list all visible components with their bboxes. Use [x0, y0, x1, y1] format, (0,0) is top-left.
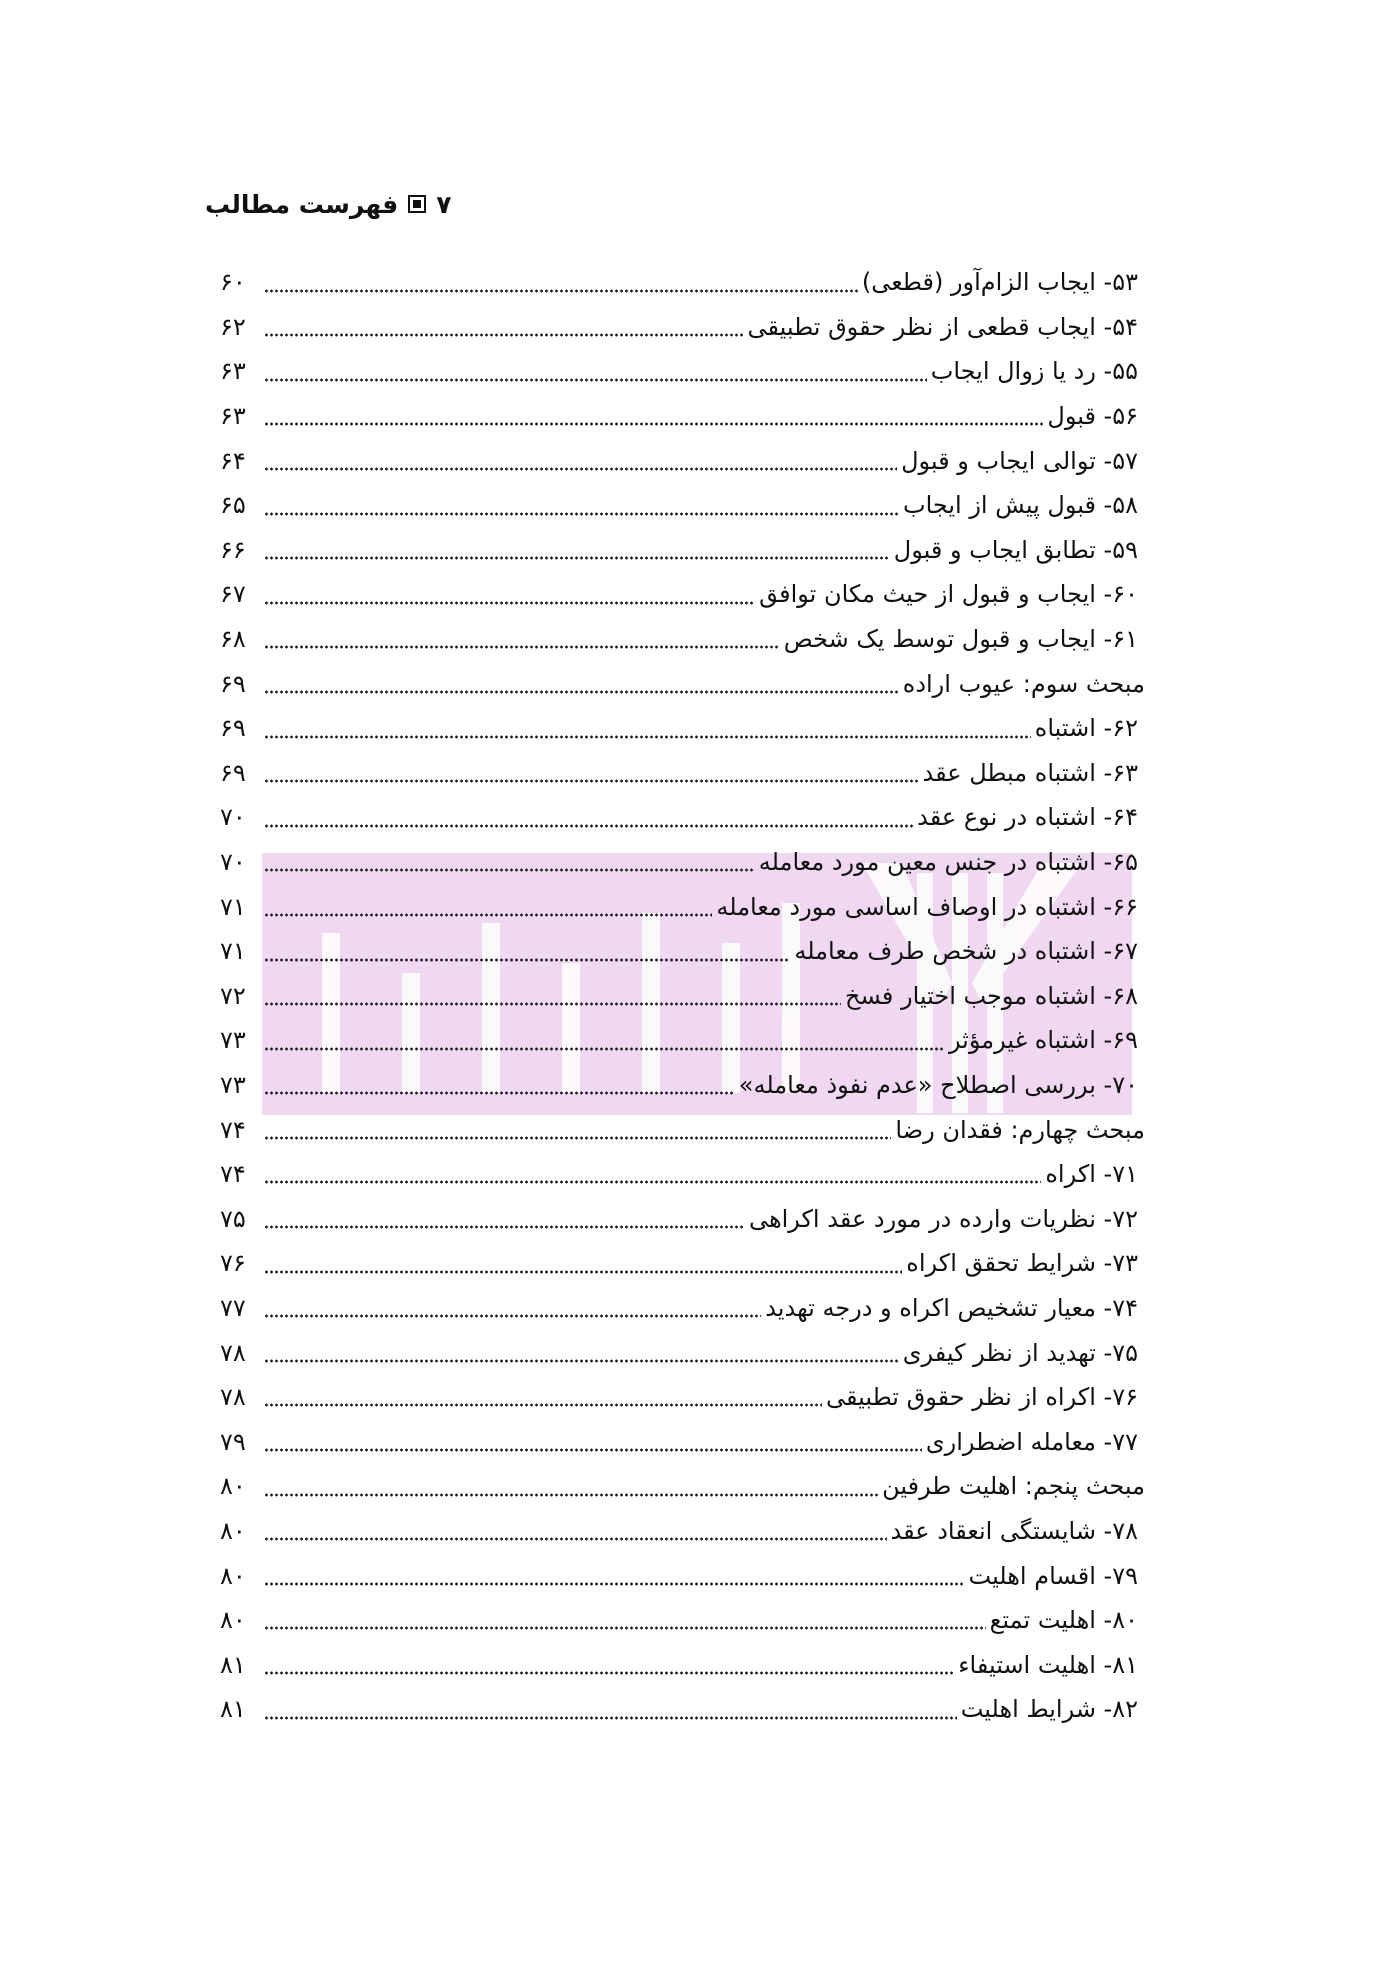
toc-page-number: ۷۳ [220, 1070, 246, 1099]
toc-page-number: ۶۵ [220, 491, 246, 520]
page-header [205, 184, 452, 224]
dot-leader [264, 1671, 954, 1675]
toc-page-number: ۸۰ [220, 1472, 246, 1501]
toc-row [220, 1018, 1145, 1063]
dot-leader [264, 1359, 899, 1363]
toc-row [220, 1375, 1145, 1420]
header-page-number: ۷ [436, 189, 452, 219]
toc-page-number: ۷۸ [220, 1383, 246, 1412]
toc-row [220, 706, 1145, 751]
toc-page-number: ۷۶ [220, 1249, 246, 1278]
toc-row [220, 974, 1145, 1019]
toc-row [220, 1241, 1145, 1286]
toc-entry-title: ۶۸- اشتباه موجب اختیار فسخ [844, 981, 1138, 1010]
toc-page-number: ۷۵ [220, 1204, 246, 1233]
dot-leader [264, 1448, 922, 1452]
toc-entry-title: مبحث پنجم: اهلیت طرفین [882, 1472, 1145, 1501]
dot-leader [264, 913, 712, 917]
toc-page-number: ۷۱ [220, 892, 246, 921]
toc-page-number: ۶۳ [220, 402, 246, 431]
toc-entry-title: ۷۸- شایستگی انعقاد عقد [890, 1516, 1138, 1545]
toc-entry-title: ۷۵- تهدید از نظر کیفری [902, 1338, 1138, 1367]
toc-entry-title: ۶۷- اشتباه در شخص طرف معامله [794, 937, 1138, 966]
toc-row [220, 1419, 1145, 1464]
toc-row [220, 884, 1145, 929]
toc-entry-title: ۵۷- توالی ایجاب و قبول [901, 446, 1138, 475]
toc-entry-title: ۷۶- اکراه از نظر حقوق تطبیقی [825, 1383, 1138, 1412]
toc-row [220, 1509, 1145, 1554]
toc-page-number: ۶۹ [220, 669, 246, 698]
dot-leader [264, 467, 897, 471]
toc-entry-title: ۵۶- قبول [1047, 402, 1138, 431]
toc-page-number: ۶۹ [220, 714, 246, 743]
dot-leader [264, 1002, 841, 1006]
toc-page-number: ۷۹ [220, 1427, 246, 1456]
dot-leader [264, 824, 913, 828]
toc-page-number: ۸۰ [220, 1561, 246, 1590]
toc-entry-title: ۶۰- ایجاب و قبول از حیث مکان توافق [759, 580, 1138, 609]
toc-entry-title: ۷۹- اقسام اهلیت [968, 1561, 1138, 1590]
dot-leader [264, 1537, 887, 1541]
toc-page-number: ۷۱ [220, 937, 246, 966]
dot-leader [264, 779, 919, 783]
dot-leader [264, 422, 1043, 426]
dot-leader [264, 289, 858, 293]
toc-entry-title: ۶۲- اشتباه [1034, 714, 1138, 743]
toc-page-number: ۷۰ [220, 803, 246, 832]
toc-page-number: ۶۷ [220, 580, 246, 609]
dot-leader [264, 868, 755, 872]
toc-page-number: ۸۰ [220, 1516, 246, 1545]
toc-page-number: ۸۱ [220, 1650, 246, 1679]
dot-leader [264, 1270, 902, 1274]
toc-page-number: ۸۱ [220, 1695, 246, 1724]
toc-page-number: ۶۰ [220, 268, 246, 297]
toc-row [220, 1330, 1145, 1375]
toc-entry-title: ۵۴- ایجاب قطعی از نظر حقوق تطبیقی [747, 312, 1138, 341]
dot-leader [264, 1180, 1041, 1184]
toc-page-number: ۶۴ [220, 446, 246, 475]
toc-entry-title: ۶۵- اشتباه در جنس معین مورد معامله [758, 848, 1138, 877]
dot-leader [264, 512, 899, 516]
toc-entry-title: ۷۲- نظریات وارده در مورد عقد اکراهی [748, 1204, 1138, 1233]
dot-leader [264, 1716, 957, 1720]
toc-row [220, 1553, 1145, 1598]
dot-leader [264, 1314, 761, 1318]
dot-leader [264, 1091, 735, 1095]
toc-row [220, 349, 1145, 394]
dot-leader [264, 735, 1031, 739]
toc-page-number: ۷۲ [220, 981, 246, 1010]
toc-entry-title: ۸۱- اهلیت استیفاء [958, 1650, 1138, 1679]
dot-leader [264, 958, 790, 962]
toc-page-number: ۶۳ [220, 357, 246, 386]
toc-page-number: ۶۲ [220, 312, 246, 341]
toc-entry-title: ۶۹- اشتباه غیرمؤثر [948, 1026, 1138, 1055]
toc-page-number: ۷۳ [220, 1026, 246, 1055]
toc-page-number: ۷۴ [220, 1160, 246, 1189]
toc-row [220, 483, 1145, 528]
header-title: فهرست مطالب [205, 189, 399, 219]
toc-entry-title: مبحث سوم: عیوب اراده [902, 669, 1145, 698]
toc-page-number: ۶۸ [220, 625, 246, 654]
dot-leader [264, 333, 743, 337]
toc-row [220, 795, 1145, 840]
toc-entry-title: ۶۴- اشتباه در نوع عقد [917, 803, 1138, 832]
toc-row [220, 438, 1145, 483]
toc-row [220, 528, 1145, 573]
toc-page-number: ۶۶ [220, 535, 246, 564]
toc-entry-title: ۵۸- قبول پیش از ایجاب [902, 491, 1138, 520]
toc-entry-title: ۶۶- اشتباه در اوصاف اساسی مورد معامله [716, 892, 1138, 921]
square-bullet-icon [408, 195, 426, 213]
toc-page-number: ۶۹ [220, 758, 246, 787]
dot-leader [264, 645, 780, 649]
dot-leader [264, 1582, 965, 1586]
toc-section-row [220, 661, 1145, 706]
toc-entry-title: مبحث چهارم: فقدان رضا [895, 1115, 1145, 1144]
dot-leader [264, 1493, 878, 1497]
dot-leader [264, 1626, 986, 1630]
toc-row [220, 305, 1145, 350]
toc-entry-title: ۷۴- معیار تشخیص اکراه و درجه تهدید [765, 1293, 1138, 1322]
toc-row [220, 617, 1145, 662]
toc-page-number: ۷۷ [220, 1293, 246, 1322]
toc-entry-title: ۸۰- اهلیت تمتع [989, 1606, 1138, 1635]
toc-entry-title: ۷۳- شرایط تحقق اکراه [906, 1249, 1138, 1278]
dot-leader [264, 690, 899, 694]
toc-entry-title: ۷۰- بررسی اصطلاح «عدم نفوذ معامله» [738, 1070, 1138, 1099]
toc-section-row [220, 1107, 1145, 1152]
toc-section-row [220, 1464, 1145, 1509]
toc-row [220, 1196, 1145, 1241]
toc-page-number: ۷۰ [220, 848, 246, 877]
toc-row [220, 1598, 1145, 1643]
toc-page-number: ۷۸ [220, 1338, 246, 1367]
table-of-contents [220, 260, 1145, 1732]
toc-row [220, 572, 1145, 617]
toc-row [220, 751, 1145, 796]
toc-row [220, 1687, 1145, 1732]
toc-row [220, 1642, 1145, 1687]
toc-entry-title: ۷۱- اکراه [1045, 1160, 1138, 1189]
toc-page-number: ۸۰ [220, 1606, 246, 1635]
dot-leader [264, 378, 927, 382]
toc-row [220, 840, 1145, 885]
toc-row [220, 260, 1145, 305]
dot-leader [264, 1047, 945, 1051]
toc-entry-title: ۸۲- شرایط اهلیت [960, 1695, 1138, 1724]
dot-leader [264, 601, 755, 605]
dot-leader [264, 1225, 745, 1229]
toc-page-number: ۷۴ [220, 1115, 246, 1144]
toc-row [220, 394, 1145, 439]
toc-entry-title: ۷۷- معامله اضطراری [925, 1427, 1138, 1456]
toc-entry-title: ۵۵- رد یا زوال ایجاب [930, 357, 1138, 386]
toc-row [220, 1152, 1145, 1197]
toc-row [220, 1063, 1145, 1108]
dot-leader [264, 556, 890, 560]
toc-entry-title: ۵۳- ایجاب الزام‌آور (قطعی) [861, 268, 1138, 297]
dot-leader [264, 1403, 822, 1407]
toc-row [220, 1286, 1145, 1331]
toc-entry-title: ۶۳- اشتباه مبطل عقد [922, 758, 1138, 787]
toc-row [220, 929, 1145, 974]
dot-leader [264, 1136, 891, 1140]
toc-entry-title: ۵۹- تطابق ایجاب و قبول [893, 535, 1138, 564]
toc-entry-title: ۶۱- ایجاب و قبول توسط یک شخص [783, 625, 1138, 654]
